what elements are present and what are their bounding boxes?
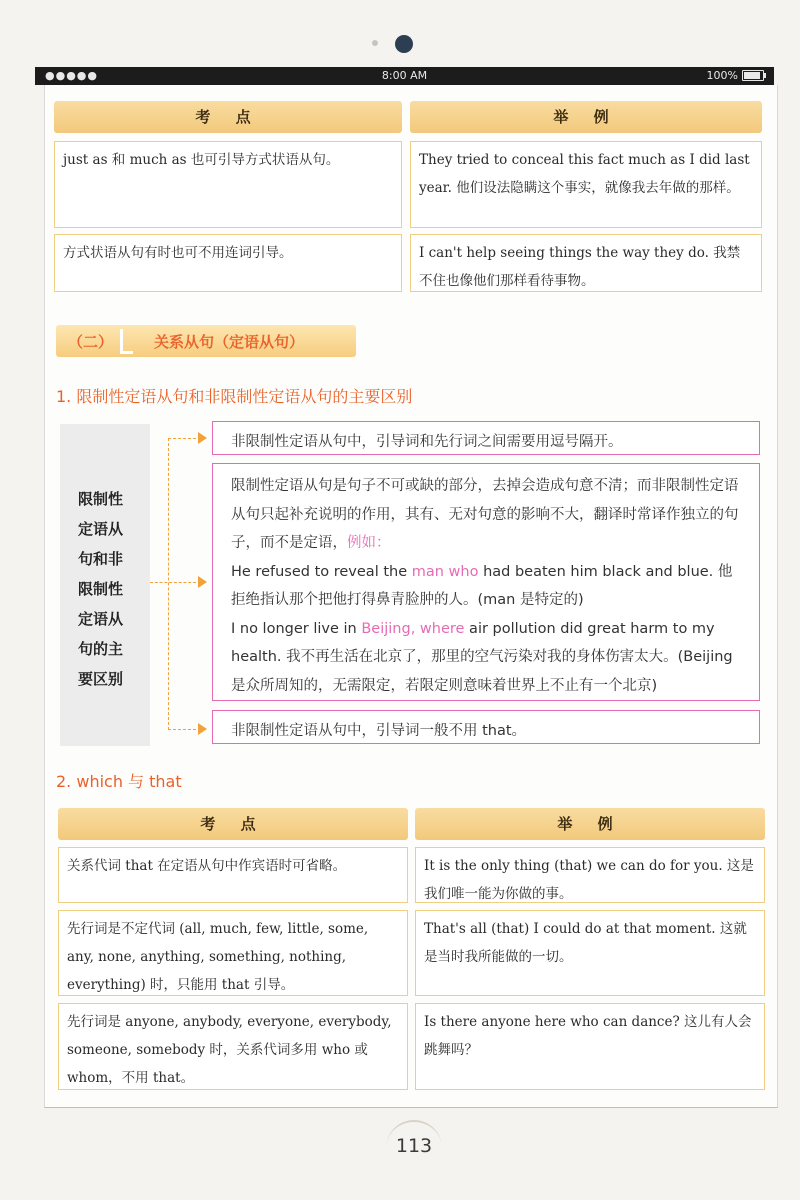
- table1-row2-example: I can't help seeing things the way they do. 我禁不住也像他们那样看待事物。: [410, 234, 762, 292]
- table2-row3-example: Is there anyone here who can dance? 这儿有人会跳舞吗？: [415, 1003, 765, 1090]
- side-label-line: 句的主: [78, 640, 124, 658]
- page-number: 113: [386, 1120, 442, 1168]
- example1-text: He refused to reveal the: [231, 563, 412, 580]
- section-heading: [56, 325, 356, 357]
- tablet-bezel: [0, 0, 800, 66]
- status-bar: [35, 67, 774, 85]
- signal-icon: ●●●●●: [45, 69, 98, 82]
- side-label-line: 限制性: [78, 490, 124, 508]
- connector-middle: [150, 582, 196, 583]
- battery-percent: 100%: [706, 69, 738, 82]
- table2-row1-point: 关系代词 that 在定语从句中作宾语时可省略。: [58, 847, 408, 903]
- diff-box-explanation: [212, 463, 760, 701]
- connector-vertical: [168, 438, 169, 730]
- example-label: 例如：: [347, 535, 391, 551]
- arrow-right-icon: [198, 723, 207, 735]
- example2-highlight: Beijing, where: [361, 620, 465, 637]
- sensor-dot: [372, 40, 378, 46]
- arrow-right-icon: [198, 576, 207, 588]
- explanation-text: 限制性定语从句是句子不可或缺的部分，去掉会造成句意不清；而非限制性定语从句只起补充说明的作用，其有、无对句意的影响不大，翻译时常译作独立的句子，而不是定语，: [231, 478, 739, 551]
- battery-indicator: [707, 69, 764, 82]
- table1-header-example: 举 例: [410, 101, 762, 133]
- section-number: （二）: [68, 333, 114, 351]
- side-label-line: 要区别: [78, 670, 124, 688]
- section-divider: [120, 329, 133, 354]
- example2-text-rest: air pollution did great harm to my health. 我不再生活在北京了，那里的空气污染对我的身体伤害太大。(Beijing 是众所周知的，无需限定，若限定则意味着世界上不止有一个北京): [231, 620, 733, 694]
- table2-row2-example: That's all (that) I could do at that moment. 这就是当时我所能做的一切。: [415, 910, 765, 996]
- connector-top: [168, 438, 196, 439]
- example1-highlight: man who: [411, 563, 479, 580]
- status-time: 8:00 AM: [381, 69, 428, 82]
- table1-row2-point: 方式状语从句有时也可不用连词引导。: [54, 234, 402, 292]
- table1-row1-point: just as 和 much as 也可引导方式状语从句。: [54, 141, 402, 228]
- section-title: 关系从句（定语从句）: [154, 333, 305, 351]
- example1-text-rest: had beaten him black and blue. 他拒绝指认那个把他打得鼻青脸肿的人。(man 是特定的): [231, 563, 733, 608]
- side-label-line: 定语从: [78, 610, 124, 628]
- subheading-1: 1. 限制性定语从句和非限制性定语从句的主要区别: [56, 387, 413, 406]
- side-label-line: 定语从: [78, 520, 124, 538]
- connector-bottom: [168, 729, 196, 730]
- table2-header-example: 举 例: [415, 808, 765, 840]
- subheading-2: 2. which 与 that: [56, 772, 182, 791]
- diff-box-that: 非限制性定语从句中，引导词一般不用 that。: [212, 710, 760, 744]
- side-label: [60, 424, 150, 746]
- table1-header-kaodian: 考 点: [54, 101, 402, 133]
- table2-row1-example: It is the only thing (that) we can do for you. 这是我们唯一能为你做的事。: [415, 847, 765, 903]
- arrow-right-icon: [198, 432, 207, 444]
- table2-row2-point: 先行词是不定代词 (all, much, few, little, some, any, none, anything, something, nothing, everything) 时，只能用 that 引导。: [58, 910, 408, 996]
- table1-row1-example: They tried to conceal this fact much as I did last year. 他们设法隐瞒这个事实，就像我去年做的那样。: [410, 141, 762, 228]
- table2-header-kaodian: 考 点: [58, 808, 408, 840]
- example2-text: I no longer live in: [231, 620, 362, 637]
- side-label-line: 句和非: [78, 550, 124, 568]
- diff-box-comma: 非限制性定语从句中，引导词和先行词之间需要用逗号隔开。: [212, 421, 760, 455]
- table2-row3-point: 先行词是 anyone, anybody, everyone, everybody, someone, somebody 时，关系代词多用 who 或 whom，不用 that。: [58, 1003, 408, 1090]
- camera-icon: [395, 35, 413, 53]
- battery-icon: [742, 70, 764, 81]
- side-label-line: 限制性: [78, 580, 124, 598]
